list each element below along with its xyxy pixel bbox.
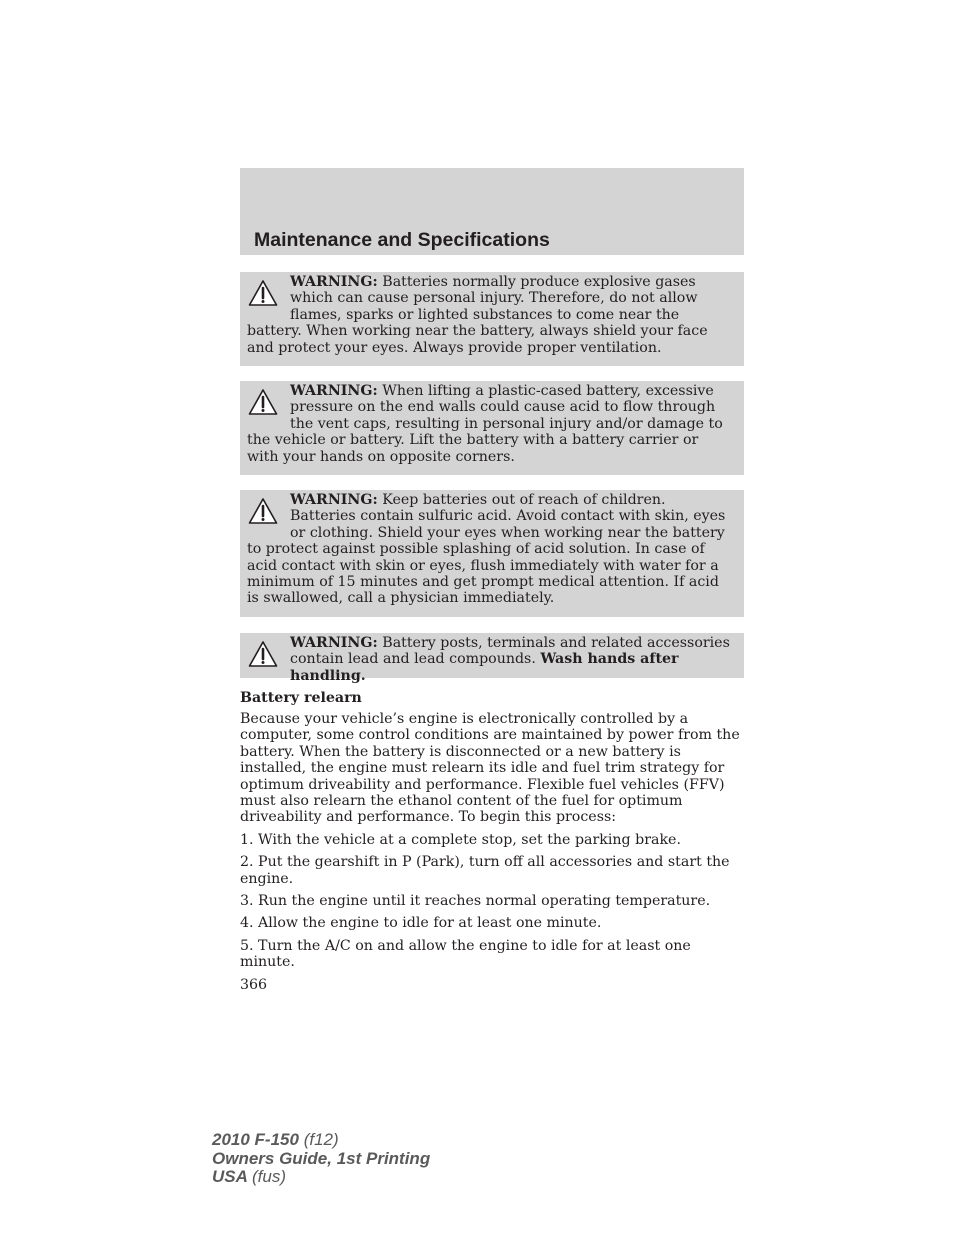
warning-triangle-icon <box>248 497 278 525</box>
warning-text: Battery posts, terminals and related accessories contain lead and lead compounds. <box>290 635 730 668</box>
step-item: 5. Turn the A/C on and allow the engine to idle for at least one minute. <box>240 937 691 971</box>
warning-box <box>240 633 744 684</box>
footer-line-model <box>212 1131 430 1150</box>
footer-region-code: (fus) <box>252 1167 286 1186</box>
footer-region: USA <box>212 1167 248 1186</box>
warning-box <box>240 272 744 366</box>
warning-label: WARNING: <box>290 635 378 651</box>
warning-text: Batteries normally produce explosive gases which can cause personal injury. Therefore, do not allow flames, sparks or lighted substances to come near the battery. When working near the battery, always shield your face and protect your eyes. Always provide proper ventilation. <box>247 274 708 356</box>
step-item: 4. Allow the engine to idle for at least one minute. <box>240 915 602 932</box>
step-item: 3. Run the engine until it reaches normal operating temperature. <box>240 893 711 910</box>
warning-label: WARNING: <box>290 274 378 290</box>
footer-line-region <box>212 1168 430 1187</box>
warning-box <box>240 381 744 475</box>
intro-paragraph: Because your vehicle’s engine is electronically controlled by a computer, some control conditions are maintained by power from the battery. When the battery is disconnected or a new battery is installed, the engine must relearn its idle and fuel trim strategy for optimum driveability and performance. Flexible fuel vehicles (FFV) must also relearn the ethanol content of the fuel for optimum driveability and performance. To begin this process: <box>240 711 740 826</box>
section-header-band <box>240 168 744 255</box>
warning-triangle-icon <box>248 279 278 307</box>
step-item: 2. Put the gearshift in P (Park), turn off all accessories and start the engine. <box>240 854 730 887</box>
page-number: 366 <box>240 976 268 993</box>
warning-box <box>240 490 744 617</box>
warning-label: WARNING: <box>290 383 378 399</box>
footer-model: 2010 F-150 <box>212 1130 299 1149</box>
step-item: 1. With the vehicle at a complete stop, set the parking brake. <box>240 831 681 848</box>
document-footer <box>212 1131 430 1187</box>
section-heading: Battery relearn <box>240 690 362 706</box>
warning-text: Keep batteries out of reach of children. Batteries contain sulfuric acid. Avoid contact with skin, eyes or clothing. Shield your eyes when working near the battery to protect against possible splashing of acid solution. In case of acid contact with skin or eyes, flush immediately with water for a minimum of 15 minutes and get prompt medical attention. If acid is swallowed, call a physician immediately. <box>247 492 726 607</box>
battery-relearn-section <box>240 689 744 993</box>
warning-bold-tail: Wash hands after handling. <box>290 651 679 684</box>
warning-text: When lifting a plastic-cased battery, excessive pressure on the end walls could cause acid to flow through the vent caps, resulting in personal injury and/or damage to the vehicle or battery. Lift the battery with a battery carrier or with your hands on opposite corners. <box>247 383 723 465</box>
footer-guide: Owners Guide, 1st Printing <box>212 1148 431 1168</box>
footer-model-code: (f12) <box>303 1130 339 1149</box>
warning-label: WARNING: <box>290 492 378 508</box>
warning-triangle-icon <box>248 640 278 668</box>
section-title: Maintenance and Specifications <box>254 229 550 251</box>
warning-triangle-icon <box>248 388 278 416</box>
